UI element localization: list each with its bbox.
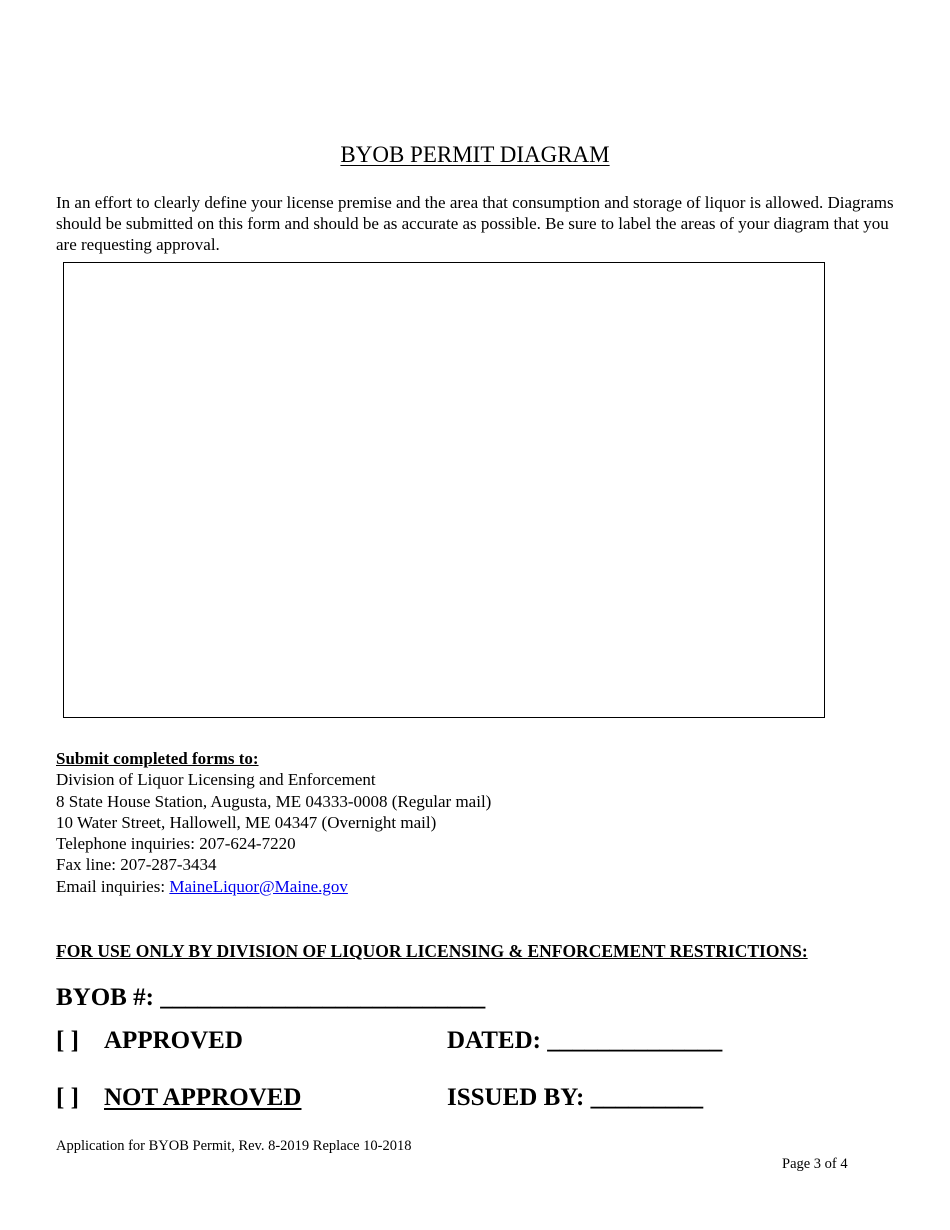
issued-by-label: ISSUED BY: (447, 1084, 585, 1111)
fax-line: Fax line: 207-287-3434 (56, 855, 217, 875)
submit-heading: Submit completed forms to: (56, 749, 259, 768)
page-title: BYOB PERMIT DIAGRAM (340, 142, 610, 167)
regular-mail-address: 8 State House Station, Augusta, ME 04333-0008 (Regular mail) (56, 791, 492, 811)
email-label: Email inquiries: (56, 876, 170, 896)
dated-label: DATED: (447, 1027, 541, 1054)
not-approved-line (56, 1084, 301, 1112)
byob-number-label: BYOB #: (56, 984, 154, 1011)
form-revision-footer: Application for BYOB Permit, Rev. 8-2019 Replace 10-2018 (56, 1138, 412, 1154)
diagram-drawing-area[interactable] (63, 262, 825, 718)
not-approved-checkbox[interactable]: [ ] (56, 1084, 79, 1111)
issued-by-field[interactable]: _________ (590, 1084, 704, 1111)
email-link[interactable]: MaineLiquor@Maine.gov (169, 876, 348, 896)
overnight-mail-address: 10 Water Street, Hallowell, ME 04347 (Overnight mail) (56, 812, 437, 832)
approved-checkbox[interactable]: [ ] (56, 1027, 79, 1054)
dated-line (447, 1027, 722, 1055)
byob-number-field[interactable]: __________________________ (160, 984, 486, 1011)
dated-field[interactable]: ______________ (547, 1027, 723, 1054)
approved-line (56, 1027, 243, 1055)
intro-paragraph: In an effort to clearly define your license premise and the area that consumption and storage of liquor is allowed. Diagrams should be submitted on this form and should be as accurate as possible. Be sure to label the areas of your diagram that you are requesting approval. (56, 193, 894, 254)
telephone-line: Telephone inquiries: 207-624-7220 (56, 834, 296, 854)
approved-label: APPROVED (104, 1027, 243, 1054)
division-name: Division of Liquor Licensing and Enforcement (56, 770, 376, 790)
email-line (56, 876, 491, 897)
issued-by-line (447, 1084, 703, 1112)
official-use-heading: FOR USE ONLY BY DIVISION OF LIQUOR LICENSING & ENFORCEMENT RESTRICTIONS: (56, 941, 808, 961)
submit-address-block (56, 748, 491, 897)
page-number: Page 3 of 4 (782, 1156, 848, 1172)
not-approved-label: NOT APPROVED (104, 1084, 302, 1111)
byob-number-line (56, 984, 485, 1012)
